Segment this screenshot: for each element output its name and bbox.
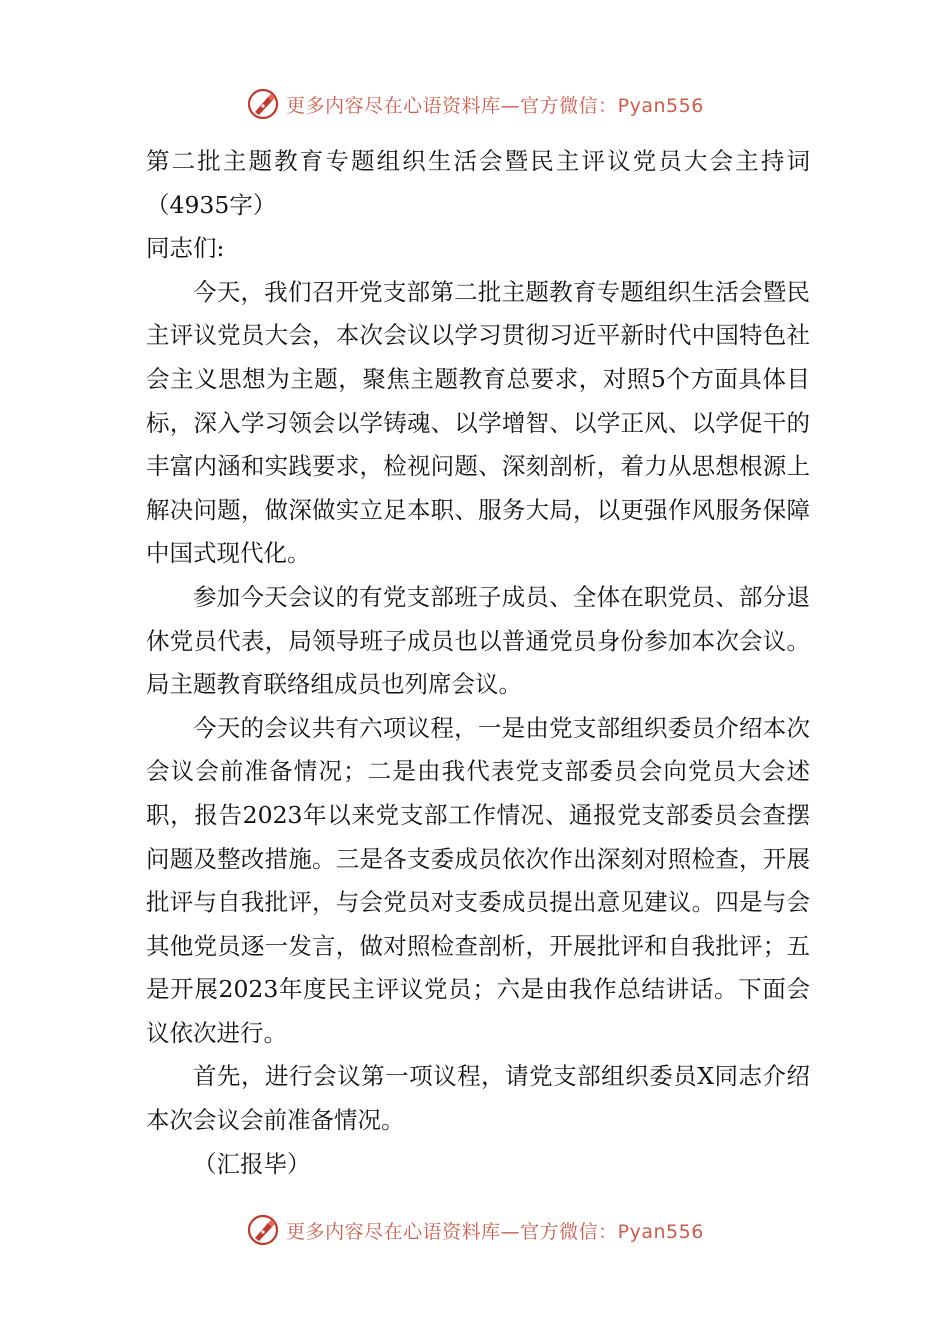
paragraph-report-done: （汇报毕）	[193, 1149, 311, 1178]
pen-nib-logo-icon	[246, 1213, 280, 1247]
document-body	[146, 140, 810, 1186]
document-title: 第二批主题教育专题组织生活会暨民主评议党员大会主持词（4935字）	[146, 147, 810, 219]
header-banner	[0, 84, 950, 124]
banner-text: 更多内容尽在心语资料库—官方微信：Pyan556	[286, 1220, 704, 1243]
footer-banner	[0, 1210, 950, 1250]
paragraph-opening: 今天，我们召开党支部第二批主题教育专题组织生活会暨民主评议党员大会，本次会议以学习贯彻习近平新时代中国特色社会主义思想为主题，聚焦主题教育总要求，对照5个方面具体目标，深入学习领会以学铸魂、以学增智、以学正风、以学促干的丰富内涵和实践要求，检视问题、深刻剖析，着力从思想根源上解决问题，做深做实立足本职、服务大局，以更强作风服务保障中国式现代化。	[146, 277, 810, 568]
salutation: 同志们:	[146, 234, 225, 263]
pen-nib-logo-icon	[246, 87, 280, 121]
banner-content	[246, 1213, 704, 1247]
banner-content	[246, 87, 704, 121]
paragraph-attendees: 参加今天会议的有党支部班子成员、全体在职党员、部分退休党员代表，局领导班子成员也以普通党员身份参加本次会议。局主题教育联络组成员也列席会议。	[146, 582, 810, 699]
paragraph-agenda: 今天的会议共有六项议程，一是由党支部组织委员介绍本次会议会前准备情况；二是由我代表党支部委员会向党员大会述职，报告2023年以来党支部工作情况、通报党支部委员会查摆问题及整改措施。三是各支委成员依次作出深刻对照检查，开展批评与自我批评，与会党员对支委成员提出意见建议。四是与会其他党员逐一发言，做对照检查剖析，开展批评和自我批评；五是开展2023年度民主评议党员；六是由我作总结讲话。下面会议依次进行。	[146, 713, 810, 1047]
banner-text: 更多内容尽在心语资料库—官方微信：Pyan556	[286, 94, 704, 117]
paragraph-first-item: 首先，进行会议第一项议程，请党支部组织委员X同志介绍本次会议会前准备情况。	[146, 1062, 810, 1135]
